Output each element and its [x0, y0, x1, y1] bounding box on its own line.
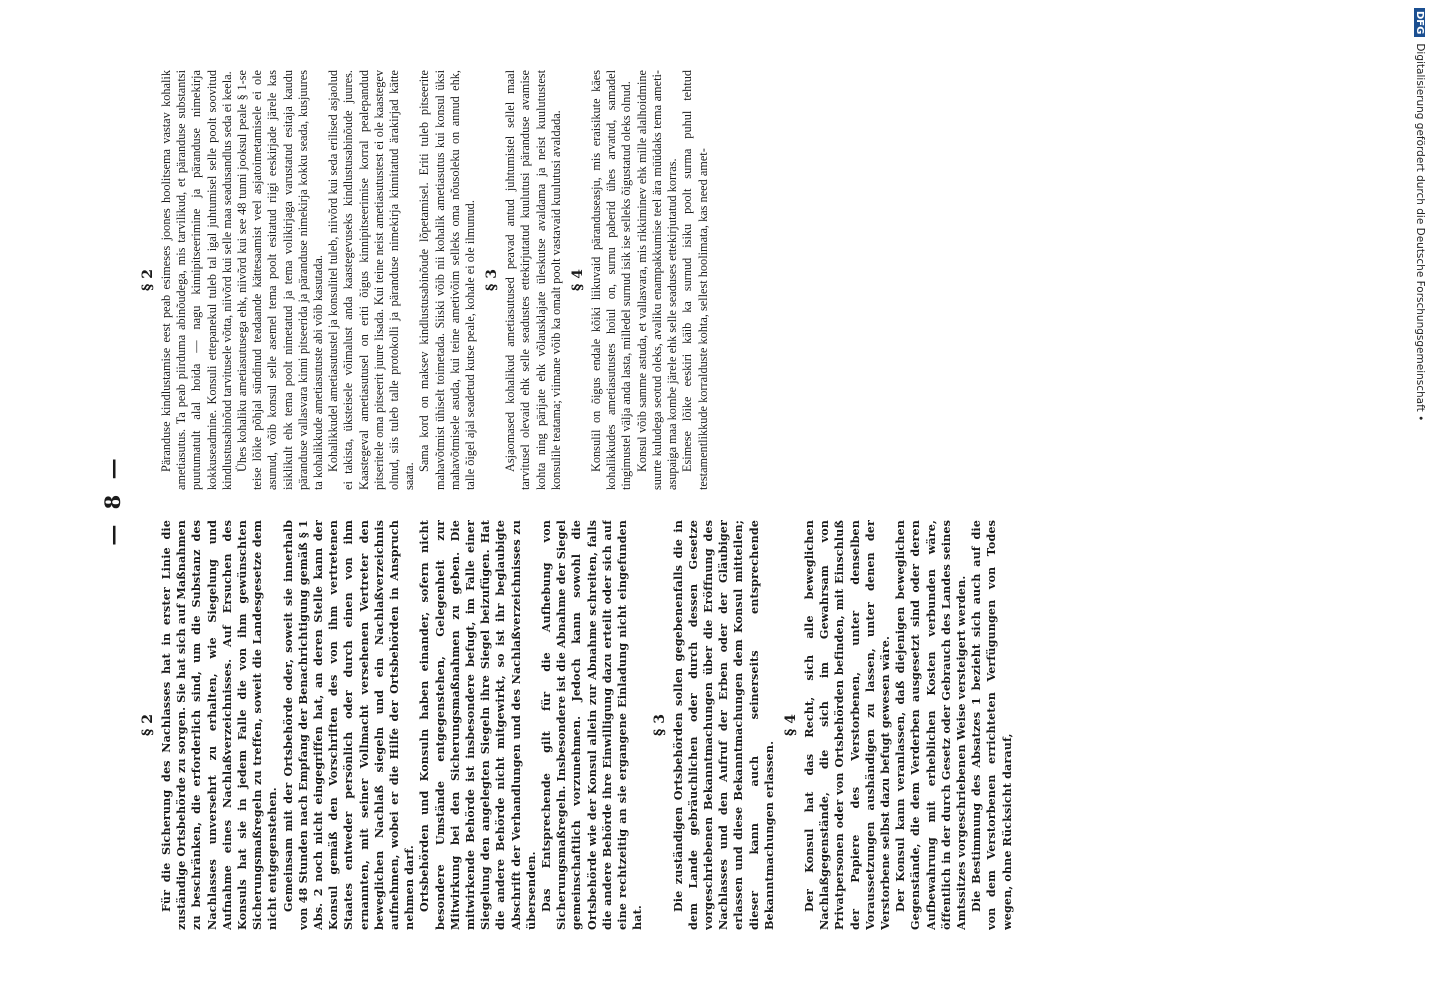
estonian-section — [484, 70, 564, 490]
dfg-credit-line — [1414, 8, 1426, 421]
page-number: — 8 — — [100, 454, 125, 546]
paragraph: Gemeinsam mit der Ortsbehörde oder, soweit sie innerhalb von 48 Stunden nach Empfang der Benachrichtigung gemäß § 1 Abs. 2 noch nicht eingegriffen hat, an deren Stelle kann der Konsul gemäß den Vorschriften des von ihm vertretenen Staates entweder persönlich oder durch einen von ihm ernannten, mit seiner Vollmacht versehenen Vertreter den beweglichen Nachlaß siegeln und ein Nachlaßverzeichnis aufnehmen, wobei er die Hilfe der Ortsbehörden in Anspruch nehmen darf. — [280, 520, 417, 930]
section-heading: § 4 — [570, 269, 587, 291]
paragraph: Sama kord on maksev kindlustusabinõude lõpetamisel. Eriti tuleb pitseerite mahavõtmist ühiselt toimetada. Siiski võib nii kohalik ametiasutus kui konsul üksi mahavõtmisele asuda, kui teine ametivõim selleks oma nõusoleku on annud ehk, talle õigel ajal seadetud kutse peale, kohale ei ole ilmunud. — [417, 70, 478, 490]
paragraph: Für die Sicherung des Nachlasses hat in erster Linie die zuständige Ortsbehörde zu sorgen. Sie hat sich auf Maßnahmen zu beschränken, die erforderlich sind, um die Substanz des Nachlasses unversehrt zu erhalten, wie Siegelung und Aufnahme eines Nachlaßverzeichnisses. Auf Ersuchen des Konsuls hat sie in jedem Falle die von ihm gewünschten Sicherungsmaßregeln zu treffen, soweit die Landesgesetze dem nicht entgegenstehen. — [159, 520, 280, 930]
paragraph: Konsulil on õigus endale kõiki liikuvaid päranduseasju, mis eraisikute käes kohalikkudes ametiasutustes hoiul on, surnu paberid ühes arvatud, samadel tingimustel välja anda lasta, milledel surnud isik ise selleks õigustatud oleks olnud. — [589, 70, 634, 490]
paragraph: Die Bestimmung des Absatzes 1 bezieht sich auch auf die von dem Verstorbenen errichteten Verfügungen von Todes wegen, ohne Rücksicht darauf, — [969, 520, 1014, 930]
section-heading: § 3 — [484, 269, 501, 291]
estonian-section — [570, 70, 711, 490]
paragraph: Das Entsprechende gilt für die Aufhebung von Sicherungsmaßregeln. Insbesondere ist die Abnahme der Siegel gemeinschaftlich vorzunehmen. Jedoch kann sowohl die Ortsbehörde wie der Konsul allein zur Abnahme schreiten, falls die andere Behörde ihre Einwilligung dazu erteilt oder sich auf eine rechtzeitig an sie ergangene Einladung nicht eingefunden hat. — [539, 520, 645, 930]
section-heading: § 3 — [651, 714, 668, 736]
section-heading: § 2 — [140, 714, 156, 736]
paragraph: Die zuständigen Ortsbehörden sollen gegebenenfalls die in dem Lande gebräuchlichen oder durch dessen Gesetze vorgeschriebenen Bekanntmachungen über die Eröffnung des Nachlasses und den Aufruf der Erben oder der Gläubiger erlassen und diese Bekanntmachungen dem Konsul mitteilen; dieser kann auch seinerseits entsprechende Bekanntmachungen erlassen. — [670, 520, 776, 930]
estonian-section — [140, 70, 478, 490]
german-text-column — [138, 520, 1308, 930]
paragraph: Der Konsul hat das Recht, sich alle beweglichen Nachlaßgegenstände, die sich im Gewahrsam von Privatpersonen oder von Ortsbehörden befinden, mit Einschluß der Papiere des Verstorbenen, unter denselben Voraussetzungen aushändigen zu lassen, unter denen der Verstorbene selbst dazu befugt gewesen wäre. — [801, 520, 892, 930]
german-section — [783, 520, 1015, 930]
section-heading: § 4 — [782, 714, 799, 736]
german-section — [140, 520, 646, 930]
estonian-text-column — [138, 70, 1308, 490]
german-section — [652, 520, 777, 930]
paragraph: Esimese lõike eeskiri käib ka surnud isiku poolt surma puhul tehtud testamentlikkude korralduste kohta, sellest hoolimata, kas need amet- — [680, 70, 710, 490]
paragraph: Konsul võib samme astuda, et vallasvara, mis rikkiminev ehk mille alalhoidmine suurte kuludega seotud oleks, avaliku enampakkumise teel ära müüdaks tema ameti-asupaiga maa kombe järele ehk selle seaduses ettekirjutatud korras. — [634, 70, 680, 490]
paragraph: Päranduse kindlustamise eest peab esimeses joones hoolitsema vastav kohalik ametiasutus. Ta peab piirduma abinõudega, mis tarvilikud, et päranduse substantsi puutumatult alal hoida — nagu kinnipitseerimine ja päranduse nimekirja kokkuseadmine. Konsuli ettepanekul tuleb tal igal juhtumisel selle poolt soovitud kindlustusabinõud tarvitusele võtta, niivõrd kui selle maa seadusandlus seda ei keela. — [159, 70, 234, 490]
dfg-logo: DFG — [1414, 8, 1425, 37]
paragraph: Der Konsul kann veranlassen, daß diejenigen beweglichen Gegenstände, die dem Verderben ausgesetzt sind oder deren Aufbewahrung mit erheblichen Kosten verbunden wäre, öffentlich in der durch Gesetz oder Gebrauch des Landes seines Amtssitzes vorgeschriebenen Weise versteigert werden. — [893, 520, 968, 930]
rotated-document-page — [100, 70, 1310, 930]
section-heading: § 2 — [140, 269, 156, 291]
paragraph: Ühes kohaliku ametiasutusega ehk, niivõrd kui see 48 tunni jooksul peale § 1-se teise lõike põhjal sündinud teadaande kättesaamist veel asjatoimetamisele ei ole asunud, võib konsul selle asemel tema poolt esitatud riigi eeskirjade järele kas isiklikult ehk tema poolt nimetatud ja tema volikirjaga varustatud esitaja kaudu päranduse vallasvara kinni pitseerida ja päranduse nimekirja kokku seada, kusjuures ta kohalikkude ametiasutuste abi võib kasutada. — [235, 70, 326, 490]
paragraph: Kohalikkudel ametiasutustel ja konsulitel tuleb, niivõrd kui seda erilised asjaolud ei takista, üksteisele võimalust anda kaastegevuseks kindlustusabinõude juures. Kaastegeval ametiasutusel on eriti õigus kinnipitseerimise korral pealepandud pitseritele oma pitseerit juure lisada. Kui teine neist ametiasutustest ei ole kaastegev olnud, siis tuleb talle protokolli ja päranduse nimekirja kinnitatud ärakirjad kätte saata. — [326, 70, 417, 490]
paragraph: Asjaomased kohalikud ametiasutused peavad antud juhtumistel sellel maal tarvitusel olevaid ehk selle seadustes ettekirjutatud kuulutusi päranduse avamise kohta ning pärijate ehk võlausklajate üleskutse avaldama ja neist kuulutustest konsulile teatama; viimane võib ka omalt poolt vastavaid kuulutusi avaldada. — [503, 70, 563, 490]
dfg-credit-text: Digitalisierung gefördert durch die Deutsche Forschungsgemeinschaft • — [1414, 43, 1426, 422]
paragraph: Ortsbehörden und Konsuln haben einander, sofern nicht besondere Umstände entgegenstehen, Gelegenheit zur Mitwirkung bei den Sicherungsmaßnahmen zu geben. Die mitwirkende Behörde ist insbesondere befugt, im Falle einer Siegelung den angelegten Siegeln ihre Siegel beizufügen. Hat die andere Behörde nicht mitgewirkt, so ist ihr beglaubigte Abschrift der Verhandlungen und des Nachlaßverzeichnisses zu übersenden. — [417, 520, 538, 930]
